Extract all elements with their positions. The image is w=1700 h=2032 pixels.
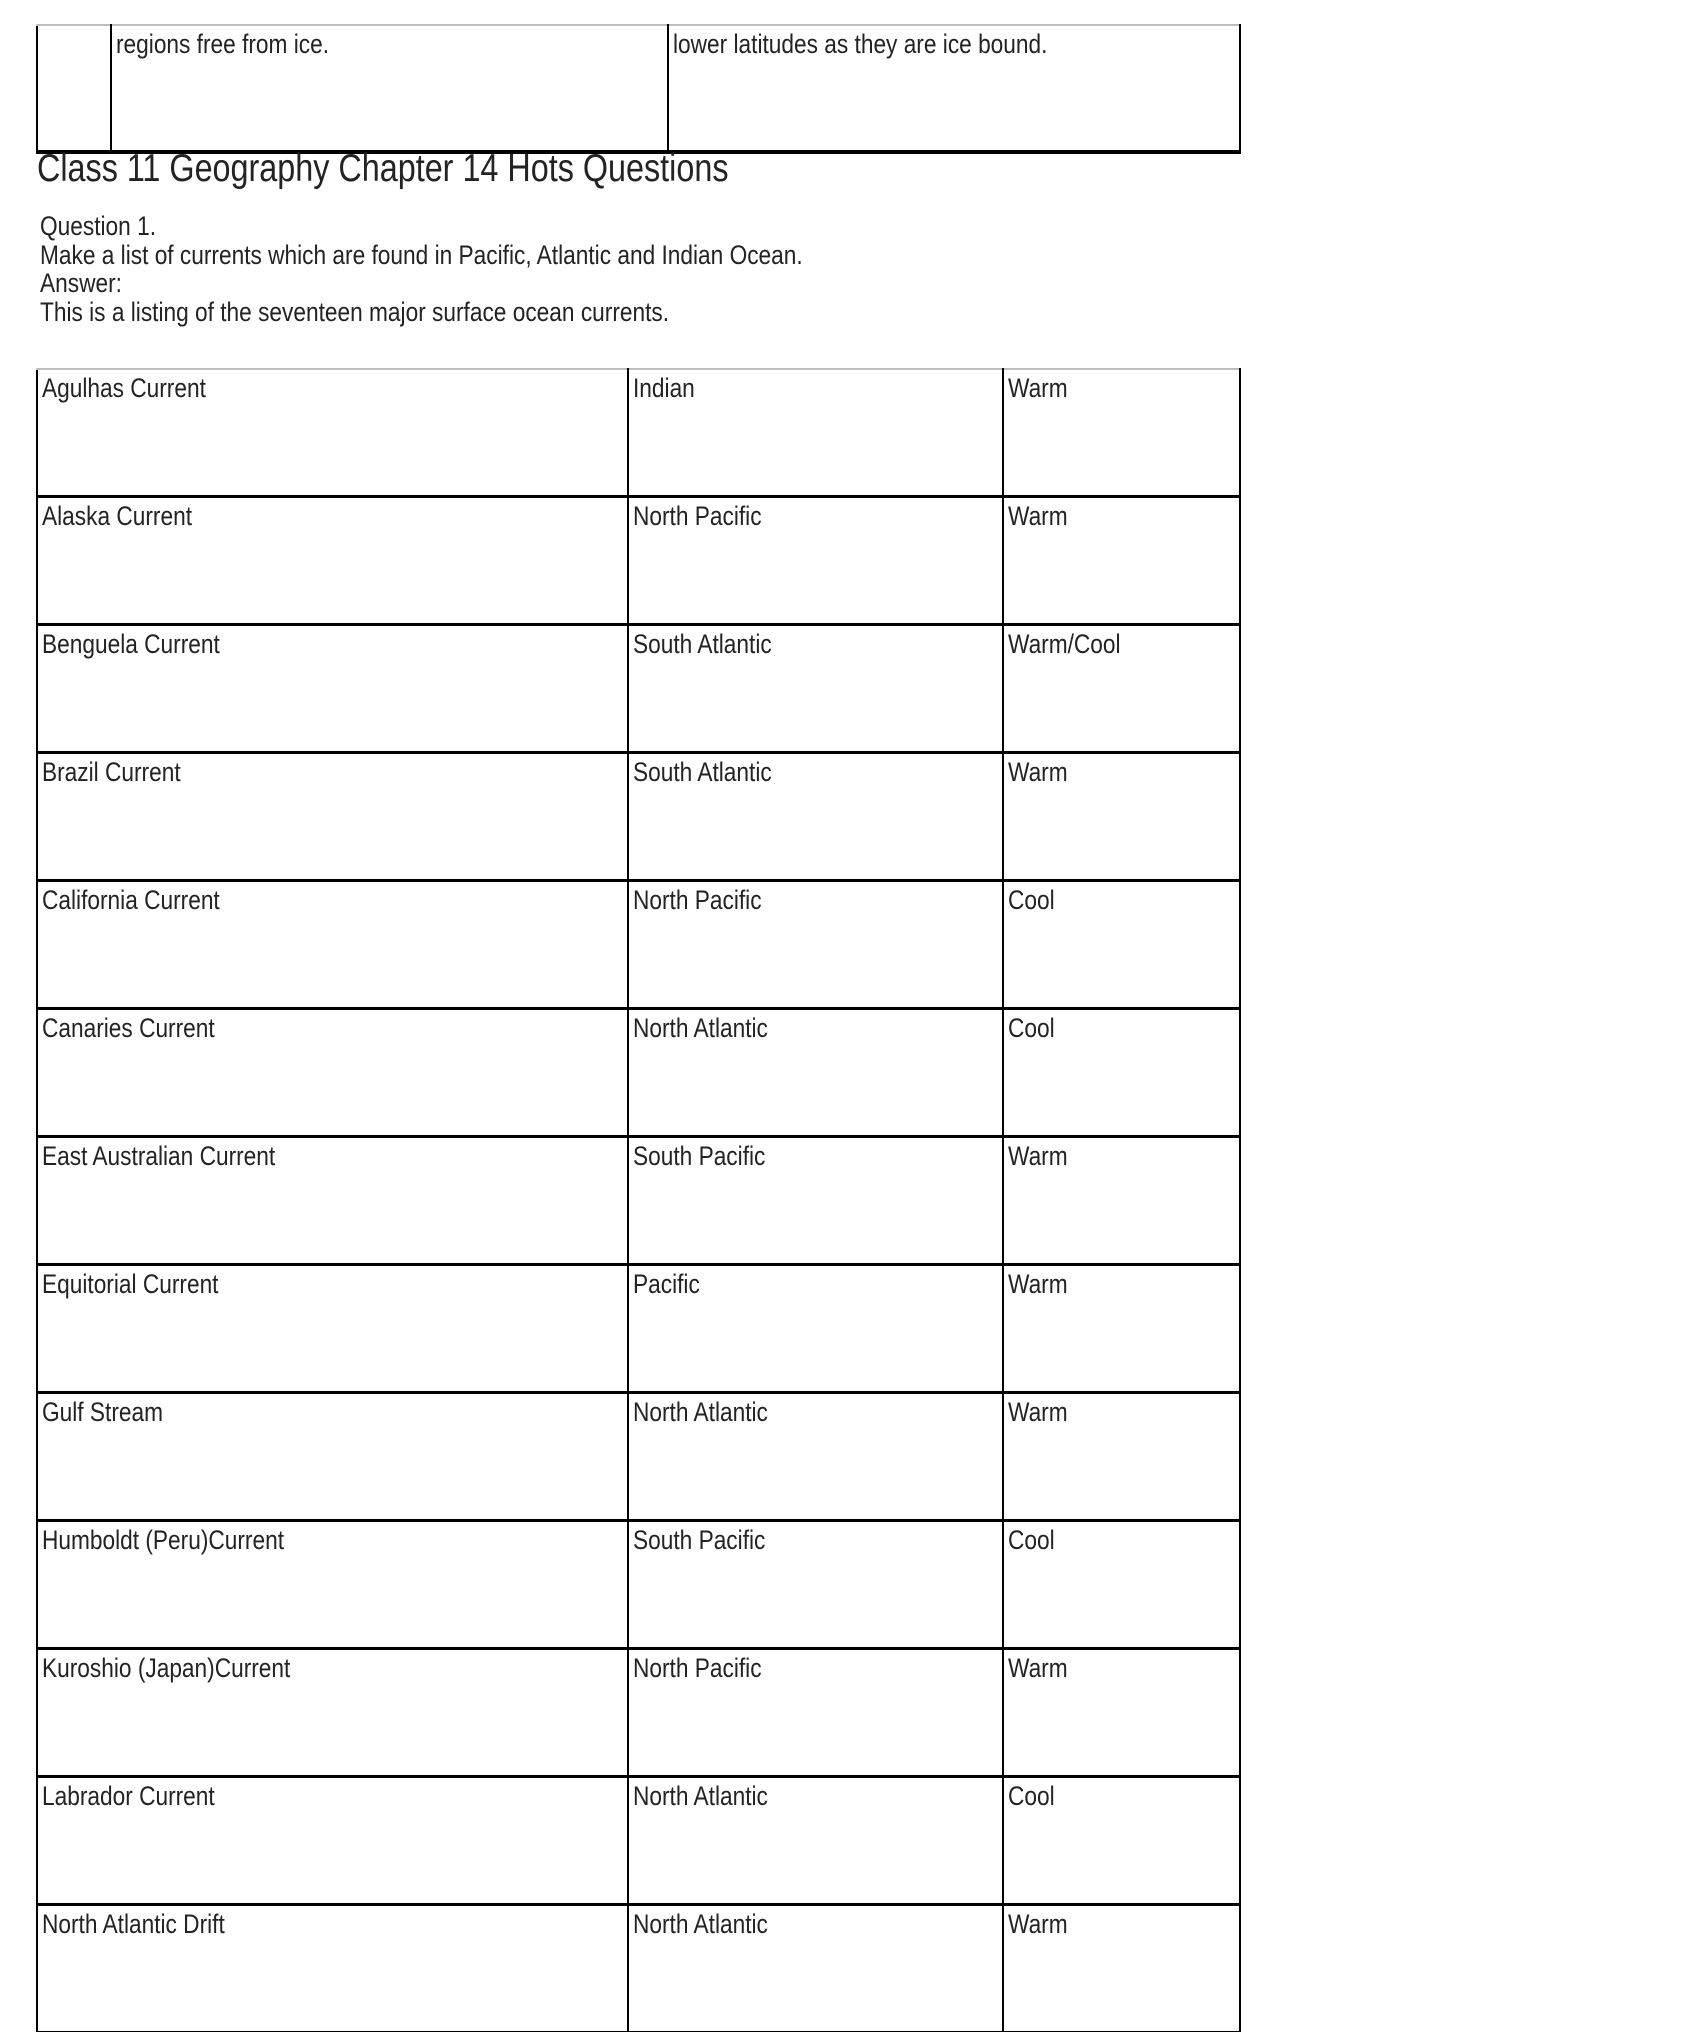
table-cell	[37, 881, 628, 1009]
table-cell	[628, 1521, 1003, 1649]
table-cell	[668, 25, 1240, 152]
table-cell	[1003, 1265, 1240, 1393]
cell-text: North Atlantic	[633, 1909, 768, 1939]
table-cell	[1003, 1137, 1240, 1265]
cell-text: Cool	[1008, 885, 1055, 915]
cell-text: Benguela Current	[42, 629, 220, 659]
cell-text: California Current	[42, 885, 220, 915]
table-cell	[37, 753, 628, 881]
table-cell	[1003, 1009, 1240, 1137]
cell-text: South Pacific	[633, 1141, 766, 1171]
table-cell	[111, 25, 668, 152]
cell-text: Indian	[633, 373, 695, 403]
cell-text: Pacific	[633, 1269, 700, 1299]
question-text: Make a list of currents which are found in Pacific, Atlantic and Indian Ocean.	[40, 239, 803, 270]
table-cell	[37, 1905, 628, 2032]
page-title	[37, 147, 860, 191]
table-cell	[1003, 369, 1240, 497]
table-row	[37, 1905, 1240, 2032]
table-cell	[37, 369, 628, 497]
table-cell	[628, 625, 1003, 753]
cell-text: South Atlantic	[633, 629, 772, 659]
cell-text: Cool	[1008, 1781, 1055, 1811]
table-cell	[37, 1521, 628, 1649]
table-row	[37, 1009, 1240, 1137]
table-row	[37, 1137, 1240, 1265]
table-cell	[1003, 625, 1240, 753]
table-cell	[37, 1265, 628, 1393]
table-cell	[37, 1649, 628, 1777]
table-cell	[1003, 1777, 1240, 1905]
cell-text: Kuroshio (Japan)Current	[42, 1653, 291, 1683]
cell-text: Gulf Stream	[42, 1397, 163, 1427]
table-row	[37, 625, 1240, 753]
table-cell	[1003, 753, 1240, 881]
table-cell	[1003, 1393, 1240, 1521]
cell-text: regions free from ice.	[116, 29, 330, 59]
cell-text: East Australian Current	[42, 1141, 276, 1171]
table-cell	[628, 1649, 1003, 1777]
cell-text: Warm	[1008, 1909, 1068, 1939]
table-row	[37, 497, 1240, 625]
table-cell	[37, 497, 628, 625]
table-row	[37, 753, 1240, 881]
cell-text: Warm/Cool	[1008, 629, 1121, 659]
answer-intro: This is a listing of the seventeen major surface ocean currents.	[40, 296, 670, 327]
cell-text: Agulhas Current	[42, 373, 206, 403]
table-cell	[37, 625, 628, 753]
table-row	[37, 1649, 1240, 1777]
table-cell	[37, 1393, 628, 1521]
cell-text: Warm	[1008, 757, 1068, 787]
table-cell	[1003, 497, 1240, 625]
cell-text: North Atlantic	[633, 1781, 768, 1811]
cell-text: Warm	[1008, 1653, 1068, 1683]
cell-text: Cool	[1008, 1013, 1055, 1043]
cell-text: Warm	[1008, 501, 1068, 531]
table-row	[37, 1265, 1240, 1393]
table-cell	[628, 497, 1003, 625]
cell-text: North Atlantic	[633, 1397, 768, 1427]
cell-text: North Pacific	[633, 885, 762, 915]
table-cell	[37, 1009, 628, 1137]
cell-text: Labrador Current	[42, 1781, 215, 1811]
table-cell-empty	[37, 25, 111, 152]
table-cell	[628, 1137, 1003, 1265]
table-row	[37, 1777, 1240, 1905]
cell-text: Equitorial Current	[42, 1269, 219, 1299]
table-cell	[1003, 1649, 1240, 1777]
cell-text: Warm	[1008, 373, 1068, 403]
table-cell	[628, 1777, 1003, 1905]
question-answer-block	[40, 212, 948, 326]
answer-label: Answer:	[40, 268, 122, 298]
table-row	[37, 1521, 1240, 1649]
table-cell	[628, 881, 1003, 1009]
currents-table-body	[37, 369, 1240, 2032]
cell-text: lower latitudes as they are ice bound.	[673, 29, 1048, 59]
cell-text: Cool	[1008, 1525, 1055, 1555]
cell-text: North Pacific	[633, 501, 762, 531]
table-cell	[1003, 881, 1240, 1009]
cell-text: Warm	[1008, 1397, 1068, 1427]
table-cell	[628, 1009, 1003, 1137]
cell-text: Warm	[1008, 1141, 1068, 1171]
cell-text: Canaries Current	[42, 1013, 215, 1043]
cell-text: Warm	[1008, 1269, 1068, 1299]
cell-text: South Pacific	[633, 1525, 766, 1555]
table-cell	[628, 1265, 1003, 1393]
table-row	[37, 369, 1240, 497]
table-cell	[628, 753, 1003, 881]
previous-table-fragment	[36, 24, 1241, 154]
table-cell	[1003, 1905, 1240, 2032]
cell-text: South Atlantic	[633, 757, 772, 787]
page-title-text: Class 11 Geography Chapter 14 Hots Questions	[37, 147, 729, 190]
cell-text: Brazil Current	[42, 757, 181, 787]
table-cell	[628, 1393, 1003, 1521]
currents-table	[36, 368, 1241, 2032]
table-cell	[628, 369, 1003, 497]
cell-text: North Atlantic	[633, 1013, 768, 1043]
table-cell	[37, 1777, 628, 1905]
table-cell	[37, 1137, 628, 1265]
table-cell	[628, 1905, 1003, 2032]
cell-text: Alaska Current	[42, 501, 193, 531]
table-row	[37, 1393, 1240, 1521]
table-row	[37, 881, 1240, 1009]
cell-text: North Atlantic Drift	[42, 1909, 225, 1939]
cell-text: North Pacific	[633, 1653, 762, 1683]
table-row	[37, 25, 1240, 152]
cell-text: Humboldt (Peru)Current	[42, 1525, 285, 1555]
table-cell	[1003, 1521, 1240, 1649]
question-label: Question 1.	[40, 211, 156, 241]
